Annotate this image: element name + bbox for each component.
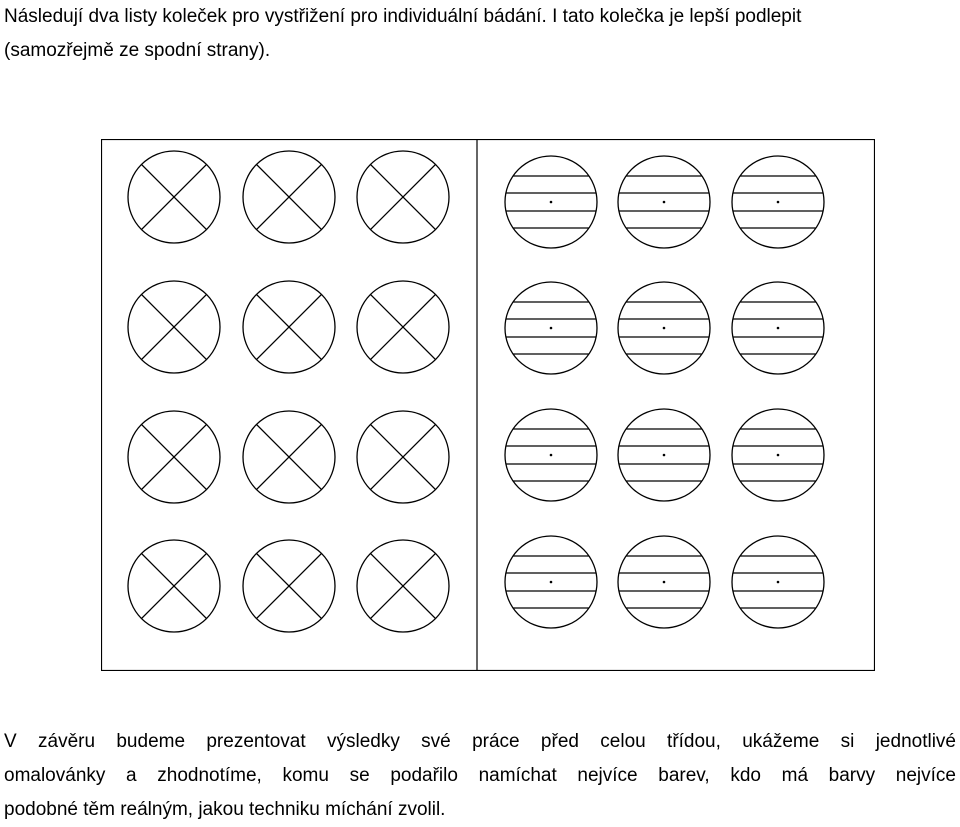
striped-circle bbox=[732, 409, 824, 501]
cross-circle bbox=[243, 411, 335, 503]
circle-sheets-figure bbox=[101, 139, 875, 671]
striped-circle bbox=[732, 156, 824, 248]
cross-circle bbox=[243, 281, 335, 373]
cross-circle bbox=[128, 281, 220, 373]
center-dot bbox=[663, 581, 666, 584]
striped-circle bbox=[732, 282, 824, 374]
center-dot bbox=[663, 201, 666, 204]
cross-circle bbox=[128, 151, 220, 243]
striped-circle bbox=[732, 536, 824, 628]
cross-circle bbox=[357, 281, 449, 373]
center-dot bbox=[777, 454, 780, 457]
cross-circle bbox=[128, 540, 220, 632]
striped-circle bbox=[505, 156, 597, 248]
striped-circle bbox=[505, 536, 597, 628]
striped-circle bbox=[618, 156, 710, 248]
center-dot bbox=[777, 581, 780, 584]
striped-circle bbox=[618, 409, 710, 501]
cross-circle bbox=[243, 540, 335, 632]
cross-circle bbox=[357, 151, 449, 243]
striped-circle bbox=[618, 282, 710, 374]
center-dot bbox=[777, 201, 780, 204]
right-sheet-striped-circles bbox=[505, 156, 824, 628]
striped-circle bbox=[505, 282, 597, 374]
center-dot bbox=[777, 327, 780, 330]
cross-circle bbox=[357, 540, 449, 632]
center-dot bbox=[550, 581, 553, 584]
cross-circle bbox=[357, 411, 449, 503]
intro-paragraph bbox=[4, 0, 954, 68]
striped-circle bbox=[618, 536, 710, 628]
cross-circle bbox=[128, 411, 220, 503]
cross-circle bbox=[243, 151, 335, 243]
intro-line-1: Následují dva listy koleček pro vystřižení pro individuální bádání. I tato kolečka je lepší podlepit bbox=[4, 6, 802, 27]
left-sheet-cross-circles bbox=[128, 151, 449, 632]
closing-paragraph bbox=[4, 725, 956, 827]
closing-line-1: V závěru budeme prezentovat výsledky své práce před celou třídou, ukážeme si jednotlivé bbox=[4, 731, 956, 752]
closing-line-3: podobné těm reálným, jakou techniku míchání zvolil. bbox=[4, 799, 446, 820]
center-dot bbox=[663, 327, 666, 330]
center-dot bbox=[663, 454, 666, 457]
circle-sheets-svg bbox=[101, 139, 875, 671]
center-dot bbox=[550, 201, 553, 204]
closing-line-2: omalovánky a zhodnotíme, komu se podařilo namíchat nejvíce barev, kdo má barvy nejvíce bbox=[4, 765, 956, 786]
center-dot bbox=[550, 327, 553, 330]
striped-circle bbox=[505, 409, 597, 501]
intro-line-2: (samozřejmě ze spodní strany). bbox=[4, 40, 271, 61]
center-dot bbox=[550, 454, 553, 457]
